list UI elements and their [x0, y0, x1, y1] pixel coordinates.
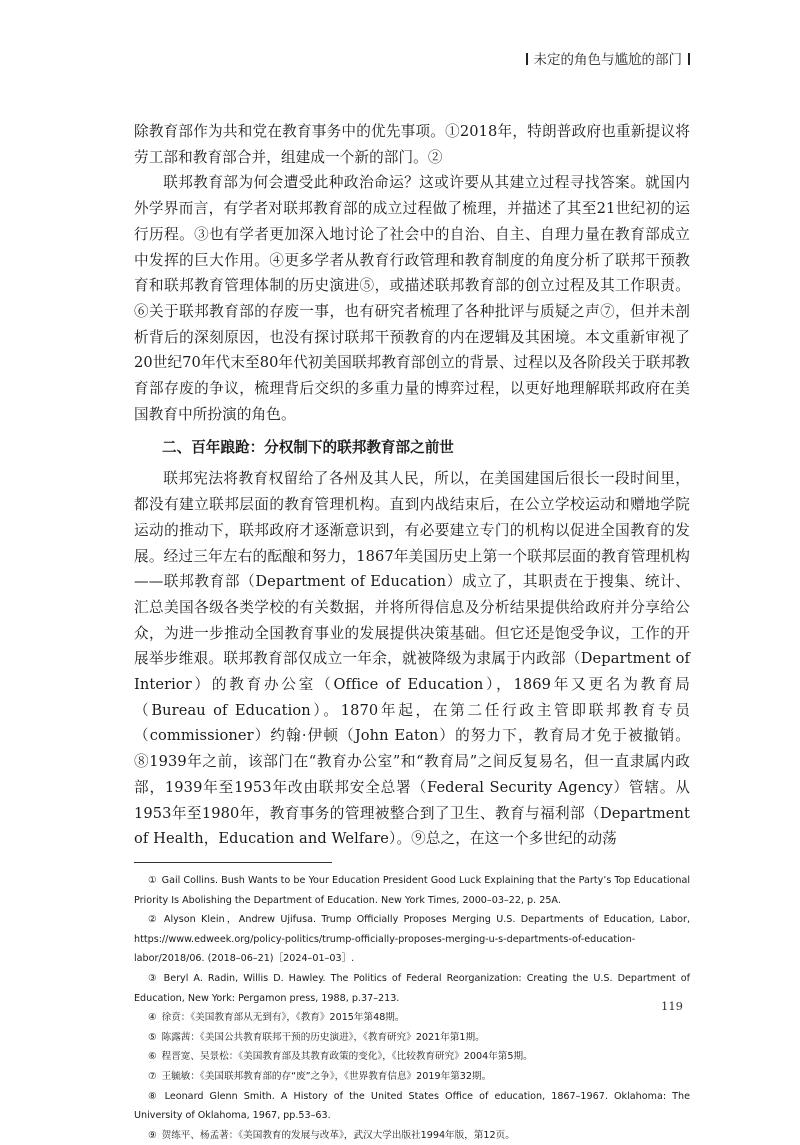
footnote: [134, 1067, 690, 1087]
footnote-text: 贺练平、杨孟著：《美国教育的发展与改革》，武汉大学出版社1994年版，第12页。: [161, 1129, 515, 1141]
footnote-number: ⑨: [148, 1129, 157, 1141]
page-number: 119: [661, 999, 683, 1013]
footnotes: [134, 871, 690, 1145]
footnote-number: ③: [148, 972, 159, 984]
footnote-text: 徐贲：《美国教育部从无到有》，《教育》2015年第48期。: [161, 1012, 405, 1024]
footnote: [134, 1008, 690, 1028]
footnote-number: ⑥: [148, 1051, 157, 1063]
footnote-text: 程晋宽、吴景松：《美国教育部及其教育政策的变化》，《比较教育研究》2004年第5期。: [161, 1051, 533, 1063]
footnote: [134, 871, 690, 910]
footnote-text: 陈露茜：《美国公共教育联邦干预的历史演进》，《教育研究》2021年第1期。: [161, 1031, 485, 1043]
footnote-divider: [134, 862, 332, 863]
footnote-number: ②: [148, 914, 159, 926]
running-header: [520, 48, 697, 68]
footnote-number: ⑦: [148, 1070, 157, 1082]
header-bar-left: [526, 53, 528, 65]
header-bar-right: [688, 53, 690, 65]
footnote: [134, 969, 690, 1008]
section-heading: 二、百年踉跄：分权制下的联邦教育部之前世: [162, 439, 454, 457]
body-paragraph: 除教育部作为共和党在教育事务中的优先事项。①2018年，特朗普政府也重新提议将劳工部和教育部合并，组建成一个新的部门。②: [134, 123, 690, 166]
footnote: [134, 1126, 690, 1145]
header-title: 未定的角色与尴尬的部门: [533, 52, 682, 68]
footnote: [134, 1047, 690, 1067]
body-paragraph: 联邦教育部为何会遭受此种政治命运？这或许要从其建立过程寻找答案。就国内外学界而言，有学者对联邦教育部的成立过程做了梳理，并描述了其至21世纪初的运行历程。③也有学者更加深入地讨论了社会中的自治、自主、自理力量在教育部成立中发挥的巨大作用。④更多学者从教育行政管理和教育制度的角度分析了联邦干预教育和联邦教育管理体制的历史演进⑤，或描述联邦教育部的创立过程及其工作职责。⑥关于联邦教育部的存废一事，也有研究者梳理了各种批评与质疑之声⑦，但并未剖析背后的深刻原因，也没有探讨联邦干预教育的内在逻辑及其困境。本文重新审视了20世纪70年代末至80年代初美国联邦教育部创立的背景、过程以及各阶段关于联邦教育部存废的争议，梳理背后交织的多重力量的博弈过程，以更好地理解联邦政府在美国教育中所扮演的角色。: [134, 174, 690, 423]
footnote-text: Leonard Glenn Smith. A History of the United States Office of education, 1867–1967. Oklahoma: The University of Oklahoma, 1967, pp.53–63.: [134, 1090, 690, 1122]
footnote-text: Beryl A. Radin, Willis D. Hawley. The Politics of Federal Reorganization: Creating the U.S. Department of Education, New York: Pergamon press, 1988, p.37–213.: [134, 972, 690, 1004]
footnote-number: ④: [148, 1012, 157, 1024]
footnote: [134, 910, 690, 969]
footnote-text: 王毓敏：《美国联邦教育部的存“废”之争》，《世界教育信息》2019年第32期。: [161, 1070, 492, 1082]
footnote: [134, 1087, 690, 1126]
main-content: [134, 119, 690, 1145]
footnote-text: Alyson Klein，Andrew Ujifusa. Trump Officially Proposes Merging U.S. Departments of Education, Labor, https://www.edweek.org/policy-politics/trump-officially-proposes-merging-u-s-departments-of-education-labor/2018/06. (2018–06–21)［2024–01–03］.: [134, 914, 690, 965]
body-paragraph: 联邦宪法将教育权留给了各州及其人民，所以，在美国建国后很长一段时间里，都没有建立联邦层面的教育管理机构。直到内战结束后，在公立学校运动和赠地学院运动的推动下，联邦政府才逐渐意识到，有必要建立专门的机构以促进全国教育的发展。经过三年左右的酝酿和努力，1867年美国历史上第一个联邦层面的教育管理机构——联邦教育部（Department of Education）成立了，其职责在于搜集、统计、汇总美国各级各类学校的有关数据，并将所得信息及分析结果提供给政府并分享给公众，为进一步推动全国教育事业的发展提供决策基础。但它还是饱受争议，工作的开展举步维艰。联邦教育部仅成立一年余，就被降级为隶属于内政部（Department of Interior）的教育办公室（Office of Education），1869年又更名为教育局（Bureau of Education）。1870年起，在第二任行政主管即联邦教育专员（commissioner）约翰·伊顿（John Eaton）的努力下，教育局才免于被撤销。⑧1939年之前，该部门在“教育办公室”和“教育局”之间反复易名，但一直隶属内政部，1939年至1953年改由联邦安全总署（Federal Security Agency）管辖。从1953年至1980年，教育事务的管理被整合到了卫生、教育与福利部（Department of Health，Education and Welfare）。⑨总之，在这一个多世纪的动荡: [134, 470, 690, 848]
footnote-number: ①: [148, 874, 157, 886]
footnote: [134, 1028, 690, 1048]
footnote-number: ⑤: [148, 1031, 157, 1043]
footnote-number: ⑧: [148, 1090, 160, 1102]
footnote-text: Gail Collins. Bush Wants to be Your Education President Good Luck Explaining that the Party’s Top Educational Priority Is Abolishing the Department of Education. New York Times, 2000–03–22, p. 25A.: [134, 874, 690, 906]
